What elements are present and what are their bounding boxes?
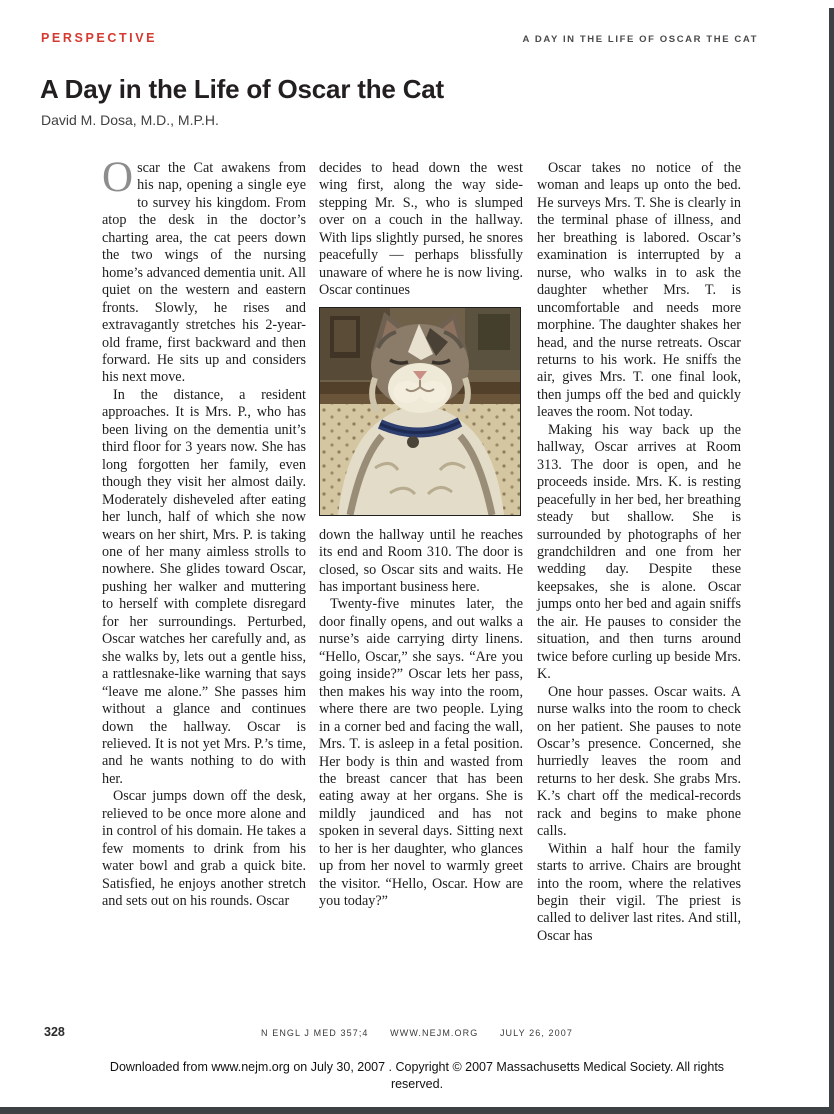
issue-date: JULY 26, 2007 (499, 1028, 573, 1038)
paragraph: In the distance, a resident approaches. It is Mrs. P., who has been living on the dementia unit’s third floor for 3 years now. She has long forgotten her family, even though they visit her almost daily. Moderately disheveled after eating her lunch, half of which she now wears on her shirt, Mrs. P. is taking one of her many aimless strolls to nowhere. She glides toward Oscar, pushing her walker and muttering to herself with complete disregard for her surroundings. Perturbed, Oscar watches her carefully and, as she walks by, lets out a gentle hiss, a rattlesnake-like warning that says “leave me alone.” She passes him without a glance and continues down the hallway. Oscar is relieved. It is not yet Mrs. P.’s time, and he wants nothing to do with her. (102, 386, 306, 787)
journal-website: WWW.NEJM.ORG (390, 1028, 479, 1038)
page-number: 328 (44, 1025, 65, 1039)
viewer-right-edge (829, 8, 834, 1114)
paragraph: One hour passes. Oscar waits. A nurse walks into the room to check on her patient. She pauses to note Oscar’s presence. Concerned, she hurriedly leaves the room and returns to her desk. She grabs Mrs. K.’s chart off the medical-records rack and begins to make phone calls. (537, 683, 741, 840)
paragraph-text: scar the Cat awakens from his nap, opening a single eye to survey his kingdom. From atop the desk in the doctor’s charting area, the cat peers down the two wings of the nursing home’s advanced dementia unit. All quiet on the western and eastern fronts. Slowly, he rises and extravagantly stretches his 2-year-old frame, first backward and then forward. He sits up and considers his next move. (102, 160, 306, 386)
text-column-1 (102, 154, 306, 910)
journal-citation: N ENGL J MED 357;4 (261, 1028, 369, 1038)
drop-cap: O (102, 154, 134, 201)
paragraph: Twenty-five minutes later, the door finally opens, and out walks a nurse’s aide carrying dirty linens. “Hello, Oscar,” she says. “Are you going inside?” Oscar lets her pass, then makes his way into the room, where there are two people. Lying in a corner bed and facing the wall, Mrs. T. is asleep in a fetal position. Her body is thin and wasted from the breast cancer that has been eating away at her organs. She is mildly jaundiced and has not spoken in several days. Sitting next to her is her daughter, who glances up from her novel to warmly greet the visitor. “Hello, Oscar. How are you today?” (319, 596, 523, 910)
running-head: A DAY IN THE LIFE OF OSCAR THE CAT (522, 34, 758, 45)
paragraph: Oscar takes no notice of the woman and leaps up onto the bed. He surveys Mrs. T. She is clearly in the terminal phase of illness, and her breathing is labored. Oscar’s examination is interrupted by a nurse, who walks in to ask the daughter whether Mrs. T. is uncomfortable and needs more morphine. The daughter shakes her head, and the nurse retreats. Oscar returns to his work. He sniffs the air, gives Mrs. T. one final look, then jumps off the bed and quickly leaves the room. Not today. (537, 160, 741, 421)
paragraph: Making his way back up the hallway, Oscar arrives at Room 313. The door is open, and he proceeds inside. Mrs. K. is resting peacefully in her bed, her breathing steady but shallow. She is surrounded by photographs of her grandchildren and one from her wedding day. Despite these keepsakes, she is alone. Oscar jumps onto her bed and again sniffs the air. He pauses to consider the situation, and then turns around twice before curling up beside Mrs. K. (537, 421, 741, 683)
section-label: PERSPECTIVE (41, 31, 158, 45)
paragraph: Oscar jumps down off the desk, relieved to be once more alone and in control of his domain. He takes a few moments to drink from his water bowl and grab a quick bite. Satisfied, he enjoys another stretch and sets out on his rounds. Oscar (102, 788, 306, 910)
paragraph (102, 154, 306, 387)
download-notice: Downloaded from www.nejm.org on July 30, 2007 . Copyright © 2007 Massachusetts Medical Society. All rights reserved. (109, 1060, 725, 1091)
paragraph: Within a half hour the family starts to arrive. Chairs are brought into the room, where the relatives begin their vigil. The priest is called to deliver last rites. And still, Oscar has (537, 840, 741, 944)
paragraph: down the hallway until he reaches its end and Room 310. The door is closed, so Oscar sits and waits. He has important business here. (319, 526, 523, 595)
text-column-2 (319, 160, 523, 911)
paragraph: decides to head down the west wing first, along the way side-stepping Mr. S., who is slumped over on a couch in the hallway. With lips slightly pursed, he snores peacefully — perhaps blissfully unaware of where he is now living. Oscar continues (319, 160, 523, 299)
text-column-3 (537, 160, 741, 945)
viewer-bottom-edge (0, 1107, 834, 1114)
oscar-cat-photo (319, 307, 521, 516)
page-title: A Day in the Life of Oscar the Cat (40, 74, 444, 104)
journal-footer-line (60, 1028, 774, 1038)
author-byline: David M. Dosa, M.D., M.P.H. (41, 112, 219, 128)
